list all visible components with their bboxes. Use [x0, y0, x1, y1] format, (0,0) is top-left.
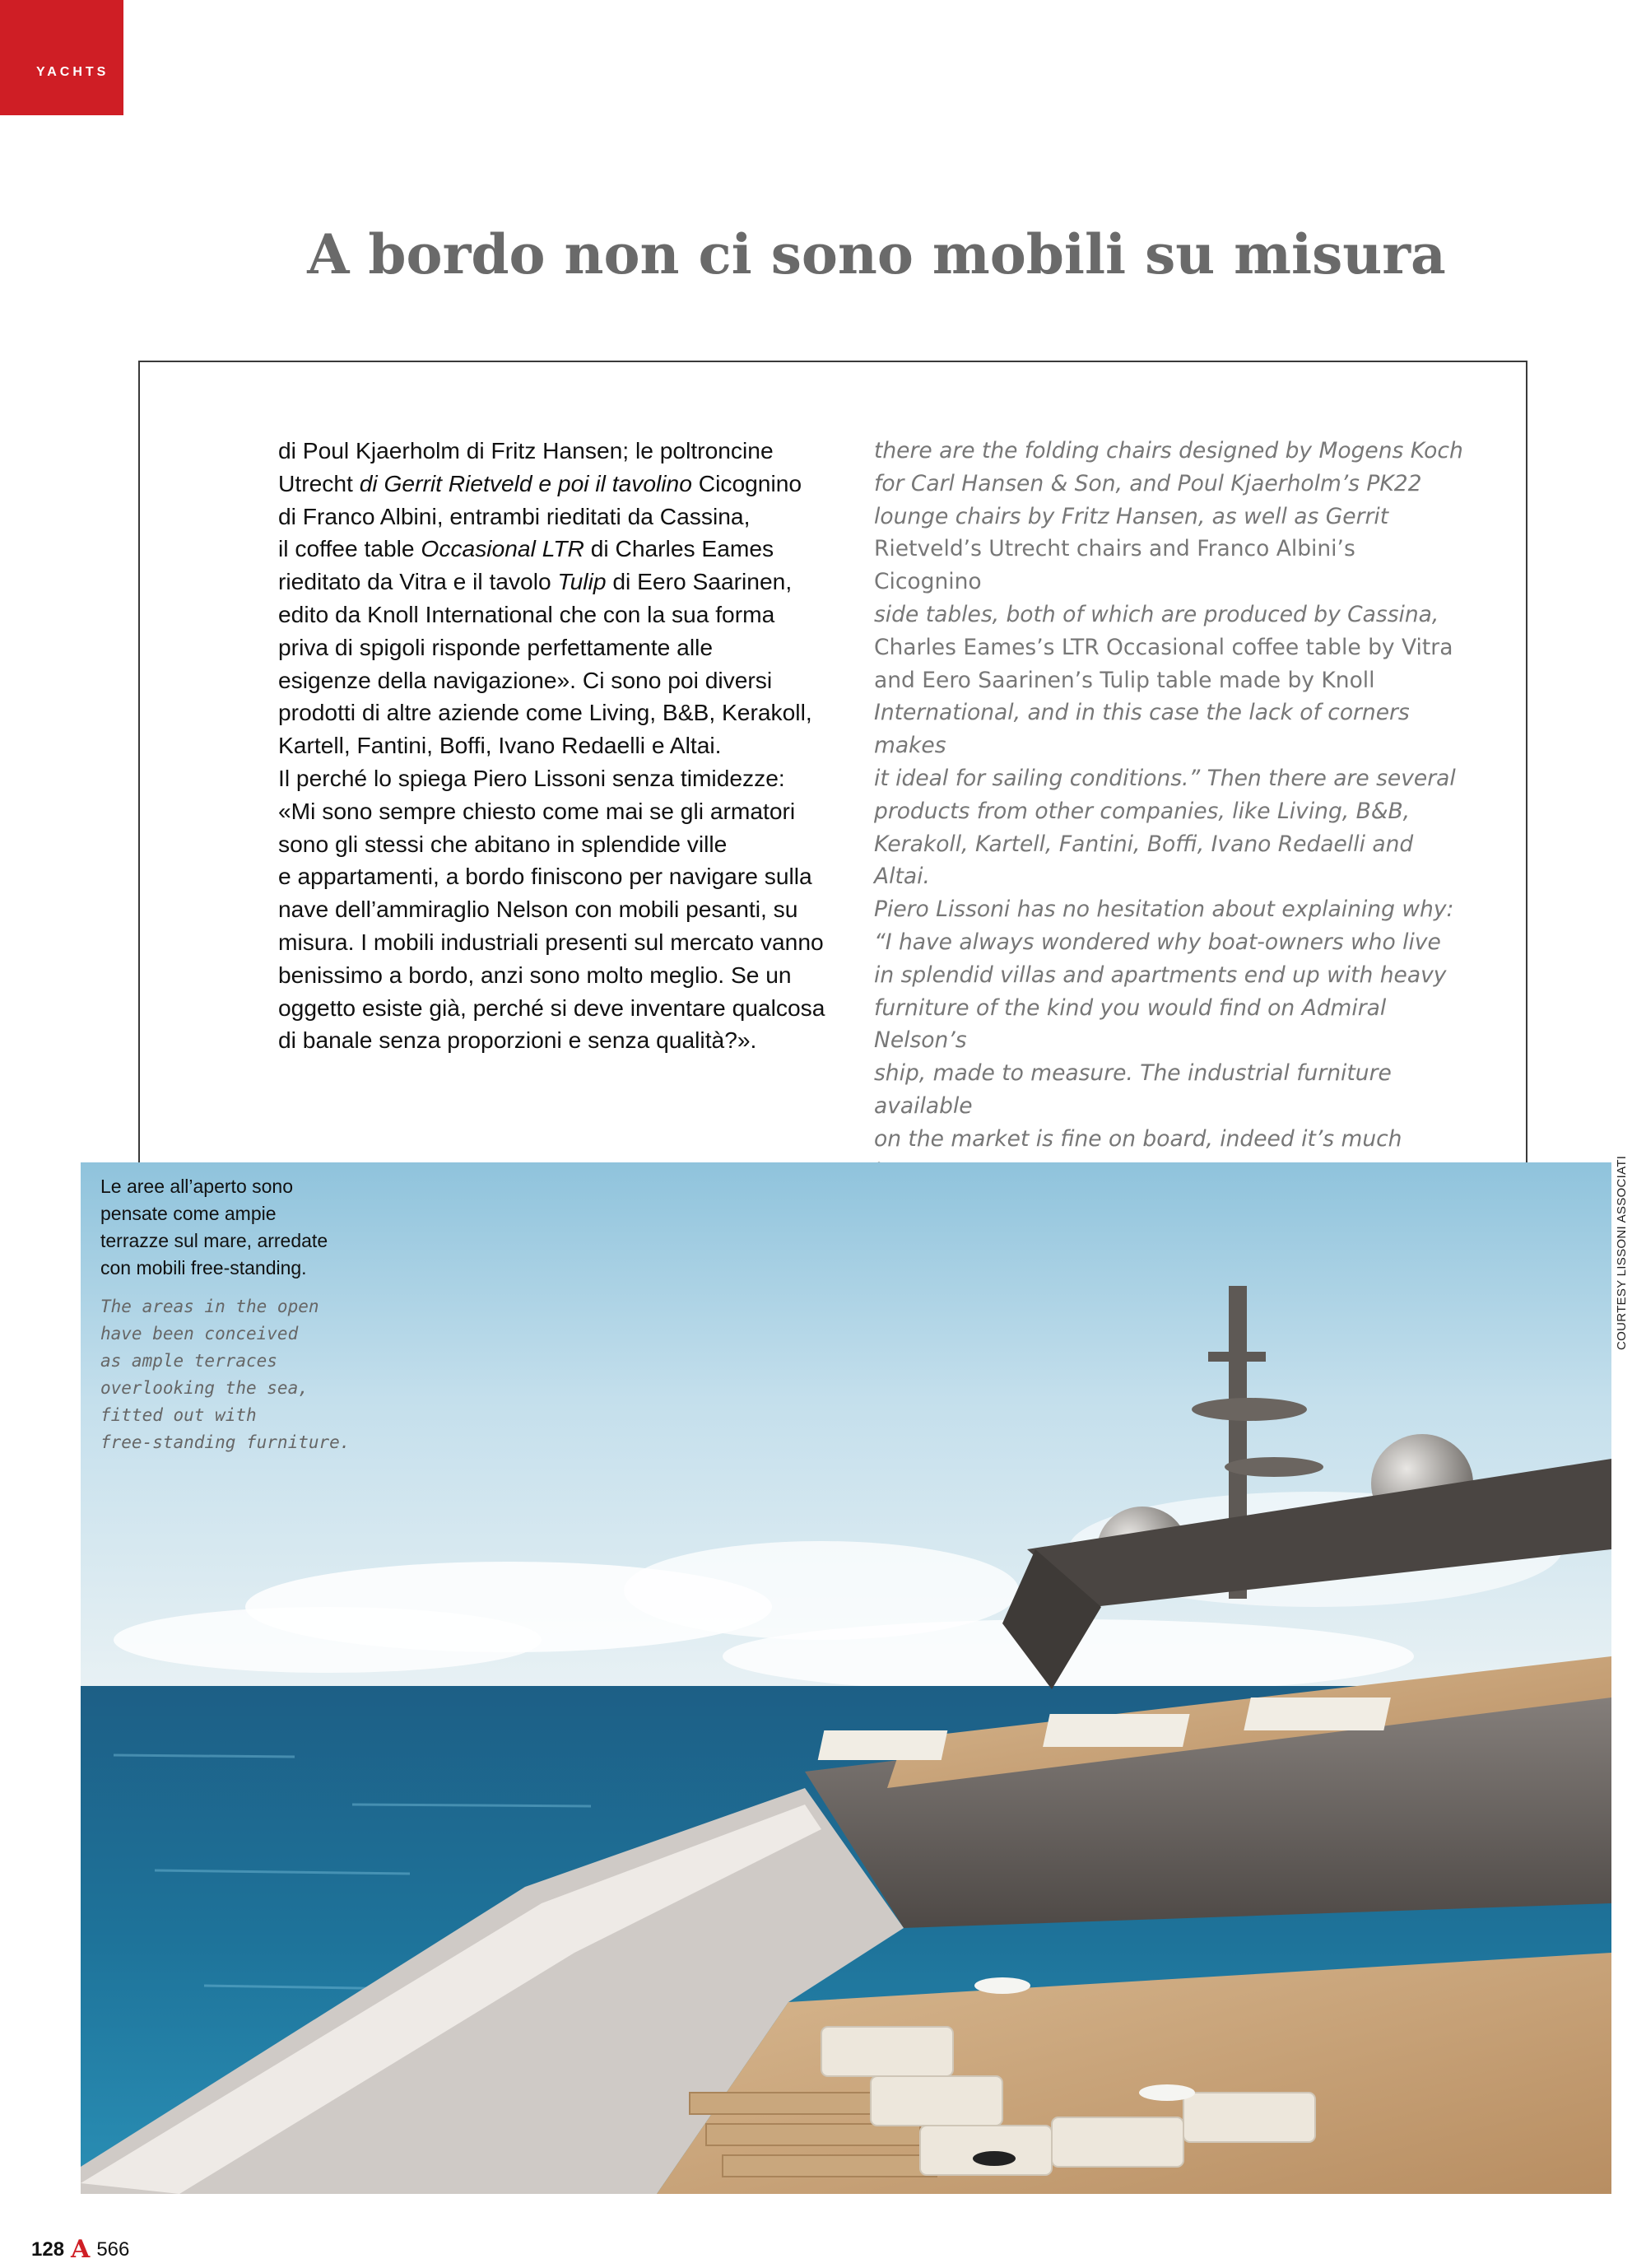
- caption-line: pensate come ampie: [100, 1203, 277, 1224]
- headline: A bordo non ci sono mobili su misura: [307, 222, 1446, 286]
- magazine-logo: A: [71, 2235, 91, 2264]
- body-en-run: coffee table by Vitra: [1225, 634, 1453, 660]
- body-it-line: Il perché lo spiega Piero Lissoni senza timidezze:: [278, 764, 785, 791]
- body-italian: [278, 435, 846, 1057]
- photo-credit-text: COURTESY LISSONI ASSOCIATI: [1615, 1155, 1629, 1350]
- body-it-line: di banale senza proporzioni e senza qualità?».: [278, 1027, 757, 1054]
- body-en-line: [874, 631, 1467, 664]
- body-it-run: Utrecht: [278, 469, 353, 496]
- page-number: 128: [31, 2238, 65, 2261]
- body-it-line: nave dell’ammiraglio Nelson con mobili pesanti, su: [278, 896, 798, 923]
- body-en-line: in splendid villas and apartments end up with heavy: [874, 962, 1447, 988]
- body-en-line: [874, 533, 1467, 598]
- body-en-line: lounge chairs by Fritz Hansen, as well as Gerrit: [874, 503, 1389, 529]
- body-en-run: table made by Knoll: [1149, 667, 1375, 693]
- body-en-line: “I have always wondered why boat-owners who live: [874, 929, 1441, 955]
- body-it-line: [278, 533, 846, 566]
- body-it-emphasis: Occasional LTR: [421, 535, 584, 562]
- caption-line: The areas in the open: [100, 1297, 319, 1316]
- body-en-line: it ideal for sailing conditions.” Then there are several: [874, 765, 1456, 791]
- body-it-line: [278, 566, 846, 598]
- body-en-line: furniture of the kind you would find on Admiral Nelson’s: [874, 994, 1387, 1054]
- body-it-line: [278, 468, 846, 501]
- body-it-line: sono gli stessi che abitano in splendide ville: [278, 830, 728, 857]
- caption-italian: [100, 1173, 380, 1282]
- caption-line: terrazze sul mare, arredate: [100, 1230, 328, 1251]
- body-en-line: for Carl Hansen & Son, and Poul Kjaerholm’s PK22: [874, 470, 1422, 496]
- body-en-run: and Eero Saarinen’s: [874, 667, 1100, 693]
- caption-line: Le aree all’aperto sono: [100, 1176, 293, 1197]
- photo-credit: [1615, 1155, 1634, 1367]
- caption-line: con mobili free-standing.: [100, 1257, 307, 1278]
- body-it-line: edito da Knoll International che con la sua forma: [278, 600, 775, 627]
- caption-line: free-standing furniture.: [100, 1432, 351, 1452]
- body-it-line: oggetto esiste già, perché si deve inventare qualcosa: [278, 994, 825, 1021]
- body-en-emphasis: LTR Occasional: [1061, 634, 1225, 660]
- caption-line: overlooking the sea,: [100, 1378, 309, 1398]
- body-en-line: Kerakoll, Kartell, Fantini, Boffi, Ivano Redaelli and Altai.: [874, 831, 1414, 890]
- body-en-line: Piero Lissoni has no hesitation about explaining why:: [874, 896, 1454, 923]
- body-it-emphasis: Tulip: [557, 568, 607, 595]
- section-tab-label: YACHTS: [36, 65, 109, 79]
- body-it-run: di Charles Eames: [584, 535, 774, 562]
- body-it-line: benissimo a bordo, anzi sono molto meglio. Se un: [278, 961, 792, 988]
- body-en-line: on the market is fine on board, indeed it’s much: [874, 1125, 1402, 1152]
- body-it-run: Cicognino: [698, 469, 802, 496]
- section-tab: [0, 0, 123, 115]
- body-en-emphasis: Cicognino: [874, 569, 982, 595]
- issue-number: 566: [96, 2238, 130, 2261]
- body-it-line: di Franco Albini, entrambi rieditati da Cassina,: [278, 502, 751, 529]
- body-en-emphasis: Tulip: [1100, 667, 1150, 693]
- body-en-run: Rietveld’s: [874, 536, 989, 562]
- body-it-emphasis: di Gerrit Rietveld e poi il tavolino: [352, 469, 699, 496]
- caption-line: have been conceived: [100, 1324, 299, 1344]
- body-it-run: di Eero Saarinen,: [606, 568, 793, 595]
- body-it-line: prodotti di altre aziende come Living, B&B, Kerakoll,: [278, 699, 812, 726]
- page-footer: [31, 2235, 130, 2264]
- body-en-emphasis: Utrecht: [988, 536, 1070, 562]
- body-en-line: ship, made to measure. The industrial furniture available: [874, 1060, 1392, 1119]
- caption-english: [100, 1293, 380, 1456]
- body-en-line: there are the folding chairs designed by Mogens Koch: [874, 438, 1463, 463]
- body-en-line: products from other companies, like Living, B&B,: [874, 798, 1411, 824]
- caption-line: as ample terraces: [100, 1351, 277, 1371]
- body-it-line: di Poul Kjaerholm di Fritz Hansen; le poltroncine: [278, 437, 774, 463]
- body-it-run: rieditato da Vitra e il tavolo: [278, 568, 558, 595]
- body-en-line: International, and in this case the lack of corners makes: [874, 700, 1410, 759]
- body-it-line: priva di spigoli risponde perfettamente alle: [278, 633, 714, 660]
- caption-line: fitted out with: [100, 1405, 257, 1425]
- body-it-line: misura. I mobili industriali presenti sul mercato vanno: [278, 928, 824, 955]
- body-it-run: il coffee table: [278, 535, 421, 562]
- body-it-line: esigenze della navigazione». Ci sono poi diversi: [278, 666, 773, 693]
- body-en-line: side tables, both of which are produced by Cassina,: [874, 601, 1439, 627]
- body-english: [874, 435, 1467, 1287]
- body-it-line: «Mi sono sempre chiesto come mai se gli armatori: [278, 797, 796, 824]
- body-it-line: e appartamenti, a bordo finiscono per navigare sulla: [278, 863, 812, 890]
- body-en-line: [874, 664, 1467, 697]
- body-en-run: chairs and Franco Albini’s: [1069, 536, 1355, 562]
- body-en-run: Charles Eames’s: [874, 634, 1062, 660]
- photo-caption: [100, 1173, 380, 1456]
- body-it-line: Kartell, Fantini, Boffi, Ivano Redaelli e Altai.: [278, 732, 722, 759]
